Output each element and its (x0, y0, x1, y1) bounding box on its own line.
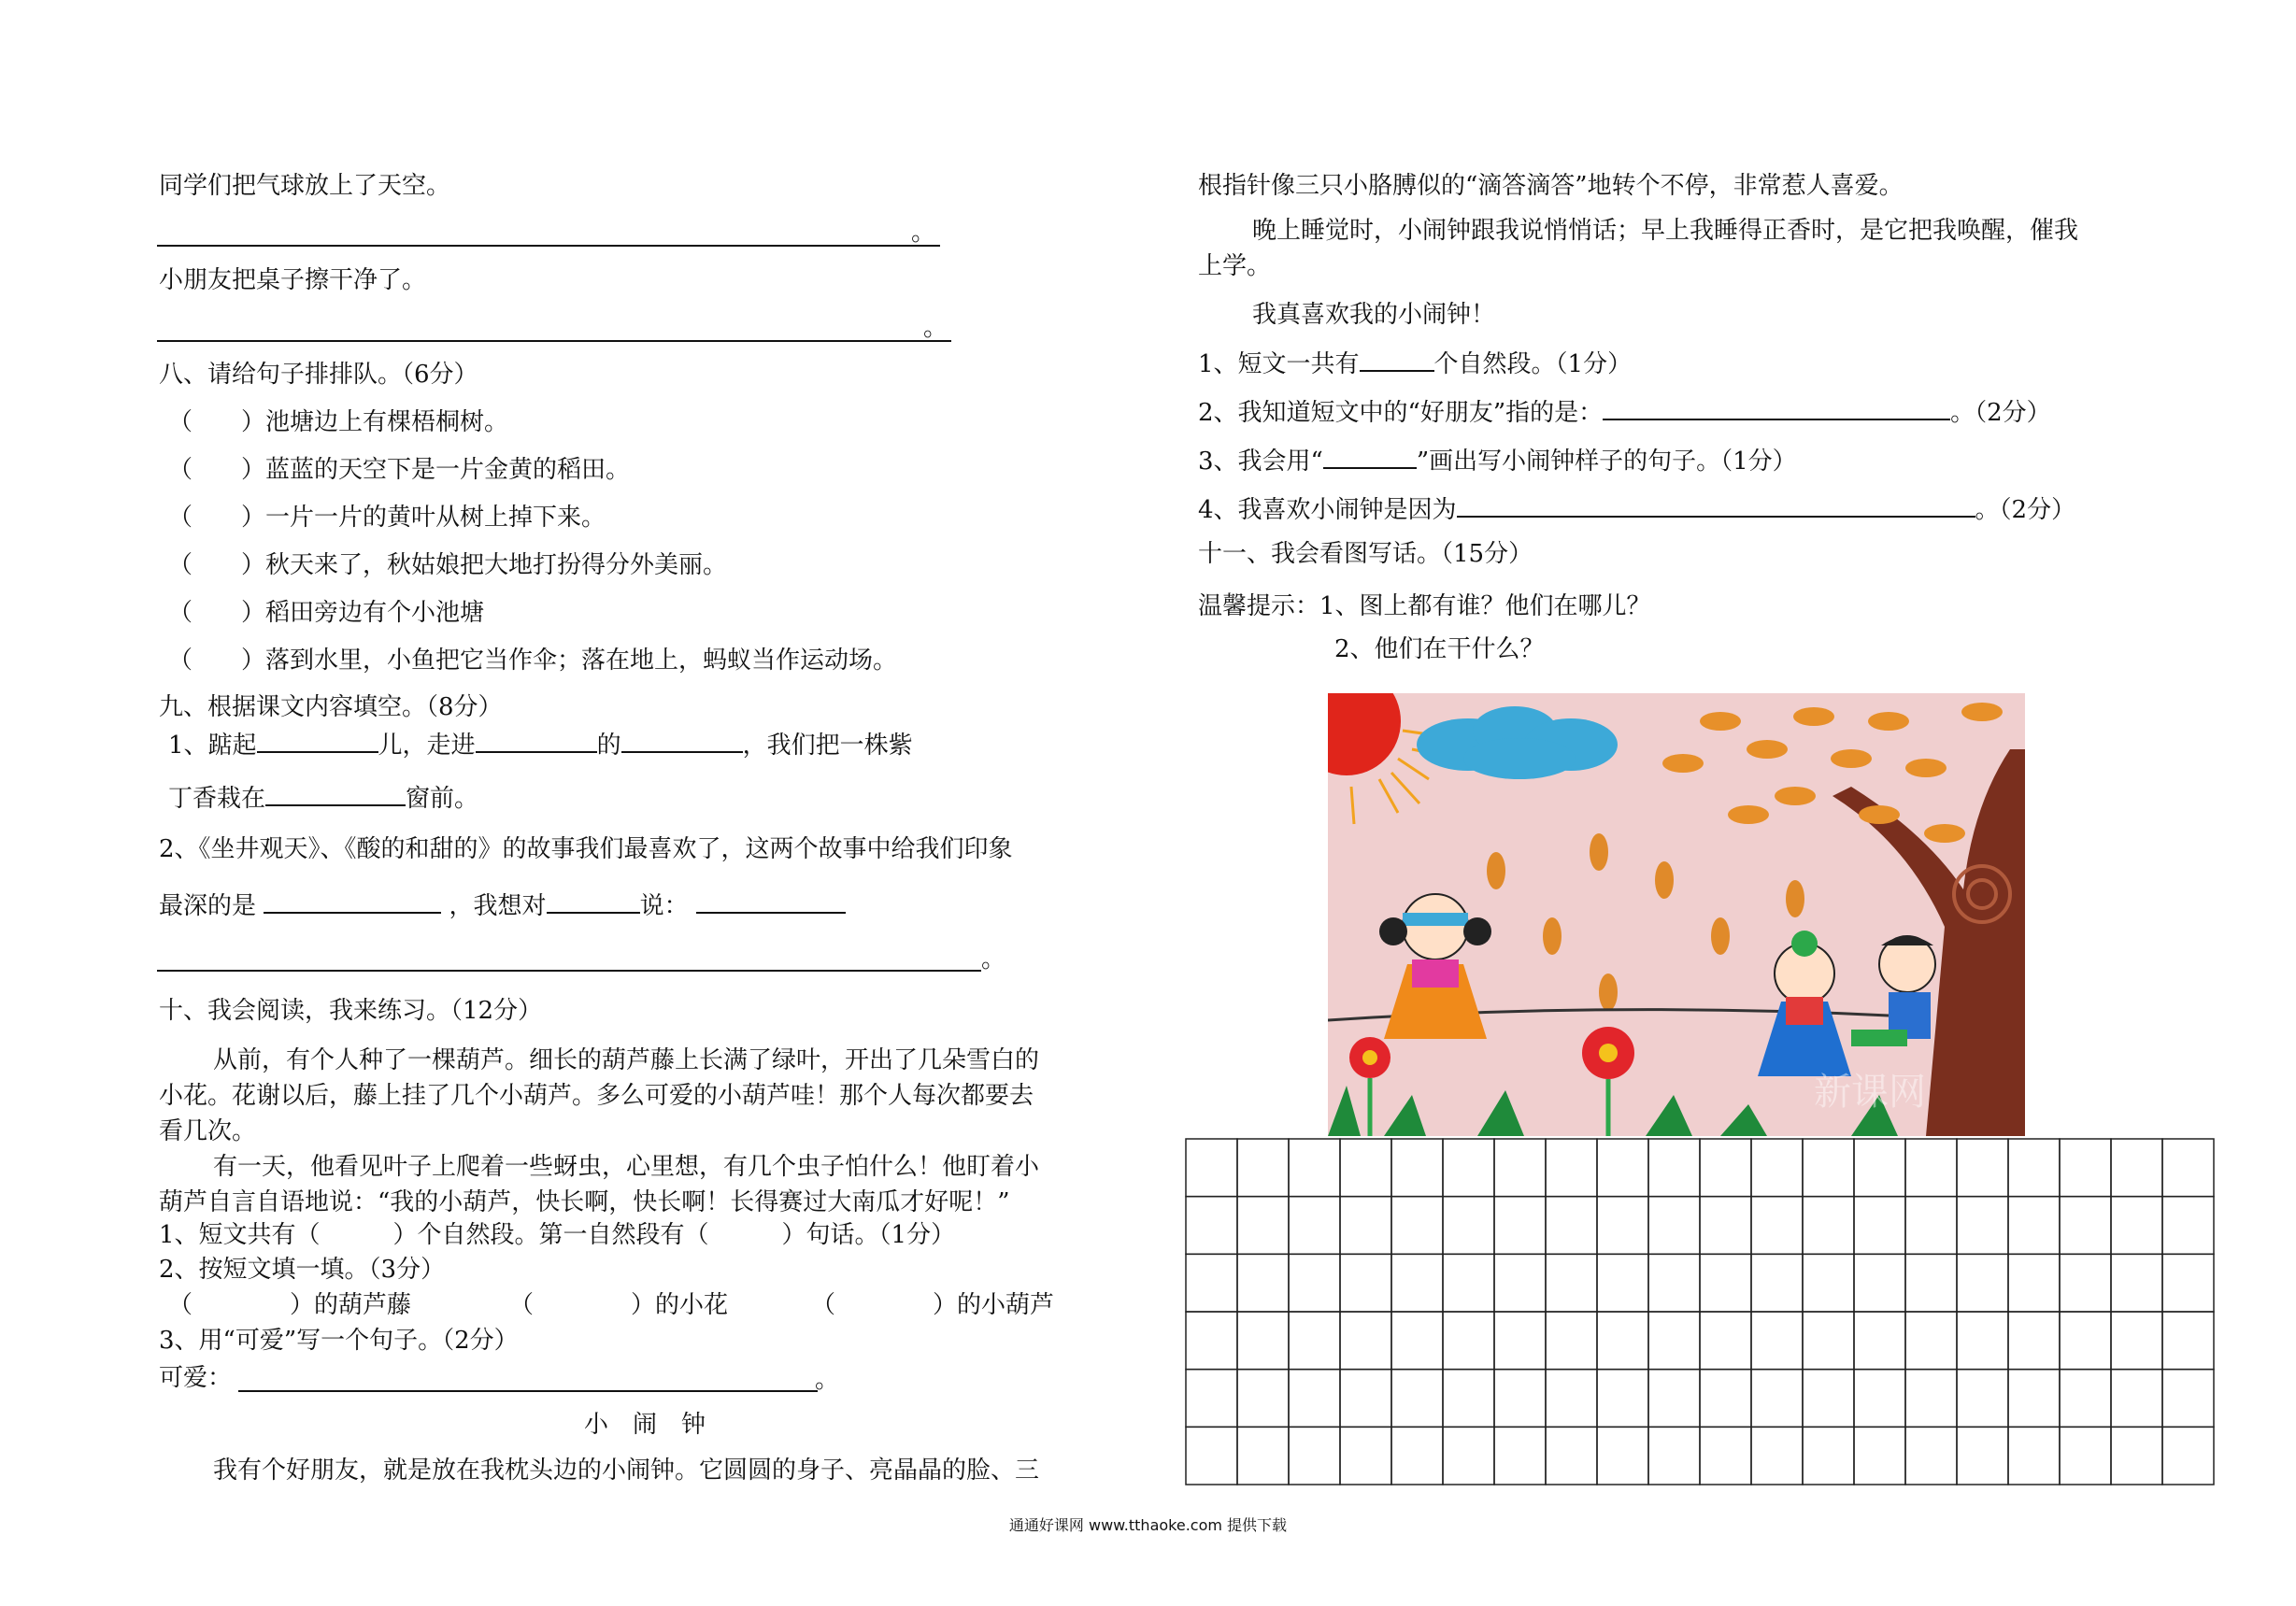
grid-cell[interactable] (1289, 1427, 1340, 1485)
story-line: 晚上睡觉时，小闹钟跟我说悄悄话；早上我睡得正香时，是它把我唤醒，催我 (1252, 217, 2079, 245)
grid-cell[interactable] (1186, 1139, 1237, 1197)
grid-cell[interactable] (1443, 1254, 1494, 1312)
answer-line-1[interactable] (157, 245, 940, 247)
grid-cell[interactable] (1443, 1370, 1494, 1428)
grid-cell[interactable] (1648, 1312, 1700, 1370)
grid-cell[interactable] (1546, 1312, 1597, 1370)
blank[interactable] (1360, 346, 1434, 372)
grid-cell[interactable] (1340, 1197, 1391, 1255)
grid-cell[interactable] (2060, 1427, 2111, 1485)
grid-cell[interactable] (2111, 1254, 2162, 1312)
grid-cell[interactable] (2162, 1370, 2214, 1428)
grid-cell[interactable] (1648, 1139, 1700, 1197)
grid-cell[interactable] (2111, 1197, 2162, 1255)
q8-title: 八、请给句子排排队。（6分） (159, 361, 478, 389)
story-line: 我有个好朋友，就是放在我枕头边的小闹钟。它圆圆的身子、亮晶晶的脸、三 (213, 1457, 1040, 1485)
story-q4: 4、我喜欢小闹钟是因为 。（2分） (1198, 491, 2075, 526)
q8-item-5: （ ）稻田旁边有个小池塘 (168, 599, 485, 627)
grid-cell[interactable] (1340, 1254, 1391, 1312)
grid-cell[interactable] (2162, 1197, 2214, 1255)
writing-grid[interactable] (1185, 1138, 2215, 1485)
grid-cell[interactable] (1957, 1139, 2008, 1197)
grid-cell[interactable] (2008, 1312, 2060, 1370)
reading-q2b: （ ）的小花 (509, 1291, 729, 1319)
grid-cell[interactable] (2111, 1370, 2162, 1428)
grid-cell[interactable] (1289, 1370, 1340, 1428)
grid-cell[interactable] (2008, 1254, 2060, 1312)
grid-cell[interactable] (1546, 1427, 1597, 1485)
passage-line: 小花。花谢以后，藤上挂了几个小葫芦。多么可爱的小葫芦哇！那个人每次都要去 (159, 1082, 1034, 1110)
grid-cell[interactable] (1854, 1312, 1905, 1370)
grid-cell[interactable] (2111, 1312, 2162, 1370)
reading-q1: 1、短文共有（ ）个自然段。第一自然段有（ ）句话。（1分） (159, 1221, 956, 1249)
grid-cell[interactable] (1391, 1312, 1443, 1370)
grid-cell[interactable] (1854, 1370, 1905, 1428)
grid-cell[interactable] (1648, 1197, 1700, 1255)
grid-cell[interactable] (1957, 1427, 2008, 1485)
grid-cell[interactable] (1854, 1254, 1905, 1312)
period: 。 (815, 1366, 840, 1394)
grid-cell[interactable] (1186, 1427, 1237, 1485)
grid-cell[interactable] (1957, 1197, 2008, 1255)
grid-cell[interactable] (1391, 1427, 1443, 1485)
grid-cell[interactable] (1597, 1197, 1648, 1255)
grid-cell[interactable] (1391, 1370, 1443, 1428)
grid-cell[interactable] (2008, 1197, 2060, 1255)
grid-cell[interactable] (1648, 1427, 1700, 1485)
grid-cell[interactable] (1597, 1139, 1648, 1197)
q8-item-6: （ ）落到水里，小鱼把它当作伞；落在地上，蚂蚁当作运动场。 (168, 647, 898, 675)
grid-cell[interactable] (1905, 1370, 1957, 1428)
q9-line-2: 丁香栽在 窗前。 (168, 780, 478, 815)
grid-cell[interactable] (2060, 1312, 2111, 1370)
grid-cell[interactable] (1186, 1254, 1237, 1312)
grid-cell[interactable] (1443, 1312, 1494, 1370)
grid-cell[interactable] (2008, 1370, 2060, 1428)
grid-cell[interactable] (1546, 1370, 1597, 1428)
grid-cell[interactable] (1700, 1370, 1751, 1428)
grid-cell[interactable] (1443, 1139, 1494, 1197)
grid-cell[interactable] (1905, 1254, 1957, 1312)
grid-cell[interactable] (1597, 1254, 1648, 1312)
grid-cell[interactable] (1751, 1197, 1803, 1255)
reading-q3-label: 可爱： (159, 1364, 233, 1392)
footer: 通通好课网 www.tthaoke.com 提供下载 (1008, 1516, 1288, 1534)
grid-cell[interactable] (1803, 1139, 1854, 1197)
blank[interactable] (696, 888, 846, 914)
blank[interactable] (1603, 394, 1950, 420)
passage-line: 葫芦自言自语地说：“我的小葫芦，快长啊，快长啊！长得赛过大南瓜才好呢！” (159, 1188, 1010, 1216)
q9-title: 九、根据课文内容填空。（8分） (159, 693, 503, 721)
grid-cell[interactable] (1340, 1139, 1391, 1197)
grid-cell[interactable] (1340, 1427, 1391, 1485)
q10-title: 十、我会阅读，我来练习。（12分） (159, 997, 543, 1025)
grid-cell[interactable] (1289, 1139, 1340, 1197)
grid-cell[interactable] (1905, 1139, 1957, 1197)
grid-cell[interactable] (1854, 1427, 1905, 1485)
story-q3: 3、我会用“ ”画出写小闹钟样子的句子。（1分） (1198, 443, 1797, 477)
grid-cell[interactable] (2008, 1427, 2060, 1485)
grid-cell[interactable] (1700, 1254, 1751, 1312)
q8-item-4: （ ）秋天来了，秋姑娘把大地打扮得分外美丽。 (168, 551, 728, 579)
blank[interactable] (621, 727, 743, 753)
watermark: 新课网 (1814, 1071, 1926, 1114)
q8-item-1: （ ）池塘边上有棵梧桐树。 (168, 408, 509, 436)
grid-cell[interactable] (1751, 1312, 1803, 1370)
grid-cell[interactable] (1186, 1370, 1237, 1428)
grid-cell[interactable] (1751, 1139, 1803, 1197)
tip-2: 2、他们在干什么？ (1334, 635, 1545, 663)
grid-cell[interactable] (2060, 1254, 2111, 1312)
grid-cell[interactable] (1854, 1197, 1905, 1255)
q8-item-3: （ ）一片一片的黄叶从树上掉下来。 (168, 504, 606, 532)
grid-cell[interactable] (1494, 1427, 1546, 1485)
blank[interactable] (1457, 491, 1975, 518)
grid-cell[interactable] (1237, 1370, 1289, 1428)
period: 。 (923, 314, 948, 342)
grid-cell[interactable] (1546, 1197, 1597, 1255)
grid-cell[interactable] (1340, 1312, 1391, 1370)
period: 。 (911, 219, 936, 247)
grid-cell[interactable] (1186, 1312, 1237, 1370)
grid-cell[interactable] (2111, 1427, 2162, 1485)
story-title: 小 闹 钟 (584, 1411, 706, 1439)
grid-cell[interactable] (1494, 1254, 1546, 1312)
reading-q2a: （ ）的葫芦藤 (168, 1291, 412, 1319)
grid-cell[interactable] (1494, 1197, 1546, 1255)
reading-q3: 3、用“可爱”写一个句子。（2分） (159, 1327, 519, 1355)
grid-cell[interactable] (1546, 1139, 1597, 1197)
grid-cell[interactable] (1751, 1370, 1803, 1428)
grid-cell[interactable] (2060, 1370, 2111, 1428)
grid-cell[interactable] (1546, 1254, 1597, 1312)
reading-q2c: （ ）的小葫芦 (811, 1291, 1055, 1319)
grid-cell[interactable] (1391, 1254, 1443, 1312)
grid-cell[interactable] (2162, 1139, 2214, 1197)
grid-cell[interactable] (1237, 1139, 1289, 1197)
grid-cell[interactable] (1443, 1427, 1494, 1485)
grid-cell[interactable] (1340, 1370, 1391, 1428)
autumn-picture (1328, 693, 2025, 1136)
sentence-2: 小朋友把桌子擦干净了。 (159, 266, 427, 294)
grid-cell[interactable] (1803, 1254, 1854, 1312)
grid-cell[interactable] (2008, 1139, 2060, 1197)
grid-cell[interactable] (1443, 1197, 1494, 1255)
grid-cell[interactable] (1751, 1254, 1803, 1312)
blank[interactable] (1323, 443, 1417, 469)
blank[interactable] (257, 727, 378, 753)
blank[interactable] (265, 780, 406, 806)
grid-cell[interactable] (2162, 1312, 2214, 1370)
answer-line-2[interactable] (157, 340, 951, 342)
grid-cell[interactable] (1957, 1254, 2008, 1312)
q9-line-1: 1、踮起 儿，走进 的 ，我们把一株紫 (168, 727, 913, 761)
grid-cell[interactable] (1289, 1312, 1340, 1370)
grid-cell[interactable] (1391, 1197, 1443, 1255)
q9-line-3: 2、《坐井观天》、《酸的和甜的》的故事我们最喜欢了，这两个故事中给我们印象 (159, 835, 1013, 863)
grid-cell[interactable] (2060, 1139, 2111, 1197)
grid-cell[interactable] (1957, 1312, 2008, 1370)
story-q1: 1、短文一共有 个自然段。（1分） (1198, 346, 1632, 380)
story-line: 上学。 (1198, 252, 1272, 280)
grid-cell[interactable] (1597, 1312, 1648, 1370)
grid-cell[interactable] (1186, 1197, 1237, 1255)
grid-cell[interactable] (1700, 1312, 1751, 1370)
grid-cell[interactable] (1237, 1427, 1289, 1485)
grid-cell[interactable] (1700, 1197, 1751, 1255)
answer-line-4[interactable] (238, 1390, 818, 1392)
grid-cell[interactable] (1391, 1139, 1443, 1197)
grid-cell[interactable] (1700, 1139, 1751, 1197)
tip-1: 温馨提示：1、图上都有谁？他们在哪儿？ (1198, 592, 1651, 620)
grid-cell[interactable] (1803, 1312, 1854, 1370)
answer-line-3[interactable] (157, 970, 981, 972)
grid-cell[interactable] (2060, 1197, 2111, 1255)
q9-line-4: 最深的是 ，我想对 说： (159, 888, 846, 922)
grid-cell[interactable] (1237, 1312, 1289, 1370)
passage-line: 有一天，他看见叶子上爬着一些蚜虫，心里想，有几个虫子怕什么！他盯着小 (213, 1153, 1040, 1181)
grid-cell[interactable] (1648, 1370, 1700, 1428)
grid-cell[interactable] (1597, 1370, 1648, 1428)
passage-line: 从前，有个人种了一棵葫芦。细长的葫芦藤上长满了绿叶，开出了几朵雪白的 (213, 1046, 1040, 1074)
blank[interactable] (476, 727, 597, 753)
grid-cell[interactable] (1289, 1254, 1340, 1312)
grid-cell[interactable] (2111, 1139, 2162, 1197)
sentence-1: 同学们把气球放上了天空。 (159, 172, 451, 200)
grid-cell[interactable] (1905, 1427, 1957, 1485)
grid-cell[interactable] (1854, 1139, 1905, 1197)
story-line: 我真喜欢我的小闹钟！ (1252, 301, 1496, 329)
grid-cell[interactable] (1494, 1139, 1546, 1197)
grid-cell[interactable] (1751, 1427, 1803, 1485)
grid-cell[interactable] (1803, 1197, 1854, 1255)
grid-cell[interactable] (1905, 1312, 1957, 1370)
grid-cell[interactable] (1648, 1254, 1700, 1312)
grid-cell[interactable] (1289, 1197, 1340, 1255)
grid-cell[interactable] (1957, 1370, 2008, 1428)
grid-cell[interactable] (1905, 1197, 1957, 1255)
grid-cell[interactable] (2162, 1254, 2214, 1312)
blank[interactable] (547, 888, 640, 914)
grid-cell[interactable] (1494, 1312, 1546, 1370)
story-q2: 2、我知道短文中的“好朋友”指的是： 。（2分） (1198, 394, 2051, 429)
period: 。 (981, 945, 1006, 974)
reading-q2: 2、按短文填一填。（3分） (159, 1256, 446, 1284)
grid-cell[interactable] (2162, 1427, 2214, 1485)
q8-item-2: （ ）蓝蓝的天空下是一片金黄的稻田。 (168, 456, 631, 484)
q11-title: 十一、我会看图写话。（15分） (1198, 540, 1533, 568)
grid-cell[interactable] (1494, 1370, 1546, 1428)
grid-cell[interactable] (1597, 1427, 1648, 1485)
grid-cell[interactable] (1237, 1197, 1289, 1255)
blank[interactable] (264, 888, 441, 914)
grid-cell[interactable] (1803, 1427, 1854, 1485)
grid-cell[interactable] (1803, 1370, 1854, 1428)
passage-line: 看几次。 (159, 1117, 257, 1145)
story-line: 根指针像三只小胳膊似的“滴答滴答”地转个不停，非常惹人喜爱。 (1198, 172, 1904, 200)
grid-cell[interactable] (1700, 1427, 1751, 1485)
grid-cell[interactable] (1237, 1254, 1289, 1312)
